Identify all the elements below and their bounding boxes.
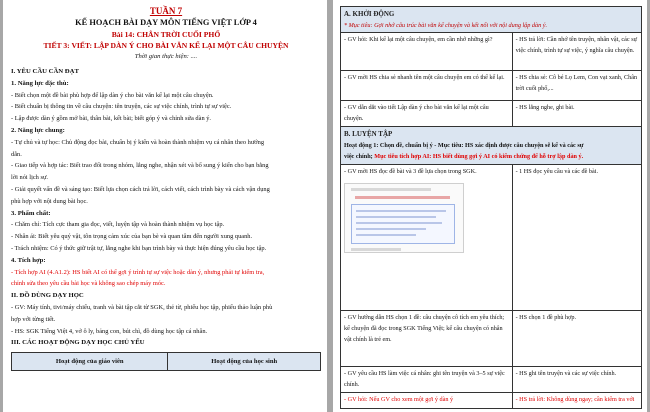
activity-objective-line: việc chính;	[344, 153, 375, 161]
subsection-heading: 2. Năng lực chung:	[11, 126, 65, 134]
table-row	[341, 101, 642, 127]
text-line: - Tự chủ và tự học: Chủ động đọc bài, chuẩn bị ý kiến và hoàn thành nhiệm vụ cá nhân theo hướng	[11, 138, 265, 146]
section-objective: * Mục tiêu: Gợi nhớ câu trúc bài văn kể chuyện và kết nối với nội dung lập dàn ý.	[344, 22, 548, 29]
student-cell: - HS ghi tên truyện và các sự việc chính.	[512, 366, 641, 392]
section-heading: I. YÊU CẦU CẦN ĐẠT	[11, 68, 79, 75]
text-line: hợp với từng tiết.	[11, 315, 56, 323]
student-cell: - HS chọn 1 đề phù hợp.	[512, 310, 641, 366]
activity-objective	[344, 151, 638, 162]
teacher-cell: - GV mời HS chia sẻ nhanh tên một câu chuyện em có thể kể lại.	[341, 71, 513, 101]
image-line	[356, 234, 416, 236]
teacher-cell: - GV dẫn dắt vào tiết Lập dàn ý cho bài văn kể lại một câu chuyện.	[341, 101, 513, 127]
text-line: phù hợp với nội dung bài học.	[11, 197, 88, 205]
table-row	[341, 71, 642, 101]
textbook-image	[344, 183, 464, 253]
table-row	[341, 164, 642, 310]
section-title: A. KHỞI ĐỘNG	[344, 10, 395, 18]
period-title: TIẾT 3: VIẾT: LẬP DÀN Ý CHO BÀI VĂN KỂ LẠI MỘT CÂU CHUYỆN	[43, 41, 289, 50]
text-line: lời nói lịch sự.	[11, 174, 49, 182]
text-line: - Giải quyết vấn đề và sáng tạo: Biết lựa chọn cách trả lời, cách viết, cách trình bày và cách vận dụng	[11, 185, 270, 193]
subsection-heading: 3. Phẩm chất:	[11, 209, 51, 217]
table-row	[341, 392, 642, 408]
ai-objective: Mục tiêu tích hợp AI: HS biết dùng gợi ý AI có kiểm chứng để hỗ trợ lập dàn ý.	[374, 153, 584, 161]
activities-table-header	[11, 352, 321, 371]
teacher-cell-text: - GV mời HS đọc đề bài và 3 đề lựa chọn trong SGK.	[344, 167, 477, 175]
section-title: B. LUYỆN TẬP	[344, 130, 393, 139]
activity-objective-line: Hoạt động 1: Chọn đề, chuẩn bị ý - Mục tiêu: HS xác định được câu chuyện sẽ kể và các sự	[344, 142, 584, 150]
week-heading: TUẦN 7	[149, 6, 183, 16]
image-line	[356, 228, 426, 230]
text-line: - Giao tiếp và hợp tác: Biết trao đổi trong nhóm, lắng nghe, nhận xét và bổ sung ý kiến cho bạn bằng	[11, 162, 269, 170]
document-page-right	[333, 0, 647, 412]
lesson-title: Bài 14: CHÂN TRỜI CUỐI PHỐ	[111, 30, 221, 39]
table-row	[341, 366, 642, 392]
image-line	[356, 222, 442, 224]
subsection-heading: 1. Năng lực đặc thù:	[11, 79, 69, 87]
table-row	[341, 33, 642, 71]
ai-integration-line: chỉnh sửa theo yêu cầu bài học và không sao chép máy móc.	[11, 280, 166, 288]
section-row-practice	[341, 127, 642, 164]
image-line	[356, 210, 446, 212]
time-line: Thời gian thực hiện: ....	[134, 53, 198, 60]
teacher-column-header: Hoạt động của giáo viên	[12, 353, 168, 371]
teacher-cell: - GV hỏi: Nếu GV cho xem một gợi ý dàn ý	[341, 392, 513, 408]
text-line: - Nhân ái: Biết yêu quý vật, tôn trọng cảm xúc của bạn bè và quan tâm đến người xung quanh.	[11, 233, 253, 241]
activity-objective	[344, 140, 638, 151]
text-line: dẫn.	[11, 150, 22, 158]
subsection-heading: 4. Tích hợp:	[11, 256, 46, 264]
student-cell: - 1 HS đọc yêu cầu và các đề bài.	[512, 164, 641, 310]
document-page-left	[3, 0, 327, 412]
ai-integration-line: - Tích hợp AI (4.A1.2): HS biết AI có thể gợi ý trình tự sự việc hoặc dàn ý, nhưng phải tự kiểm tra,	[11, 268, 265, 276]
table-row	[341, 310, 642, 366]
image-line	[351, 188, 431, 191]
student-cell: - HS trả lời: Cần nhớ tên truyện, nhân vật, các sự việc chính, trình tự sự việc, ý nghĩa câu chuyện.	[512, 33, 641, 71]
text-line: - HS: SGK Tiếng Việt 4, vở ô ly, bảng con, bút chì, đồ dùng học tập cá nhân.	[11, 327, 208, 335]
teacher-cell: - GV hướng dẫn HS chọn 1 đề: câu chuyện cô tích em yêu thích; kể chuyện đã đọc trong SGK Tiếng Việt; kể câu chuyện có nhân vật chính là trẻ em.	[341, 310, 513, 366]
image-line	[356, 216, 436, 218]
section-heading: II. ĐỒ DÙNG DẠY HỌC	[11, 292, 84, 300]
section-row-warmup	[341, 7, 642, 33]
text-line: - Biết chuẩn bị thông tin về câu chuyện: tên truyện, các sự việc chính, trình tự sự việc.	[11, 103, 232, 111]
teacher-cell: - GV yêu cầu HS làm việc cá nhân: ghi tên truyện và 3–5 sự việc chính.	[341, 366, 513, 392]
plan-title: KẾ HOẠCH BÀI DẠY MÔN TIẾNG VIỆT LỚP 4	[75, 18, 257, 27]
text-line: - Trách nhiệm: Có ý thức giữ trật tự, lắng nghe khi bạn trình bày và thực hiện đúng yêu cầu học tập.	[11, 244, 267, 252]
image-heading-line	[355, 196, 450, 199]
text-line: - Biết chọn một đề bài phù hợp để lập dàn ý cho bài văn kể lại một câu chuyện.	[11, 91, 214, 99]
text-line: - Chăm chỉ: Tích cực tham gia đọc, viết, luyện tập và hoàn thành nhiệm vụ học tập.	[11, 221, 225, 229]
teacher-cell: - GV hỏi: Khi kể lại một câu chuyện, em cần nhớ những gì?	[341, 33, 513, 71]
text-line: - Lập được dàn ý gồm mở bài, thân bài, kết bài; biết góp ý và chỉnh sửa dàn ý.	[11, 115, 212, 123]
image-line	[351, 248, 401, 251]
image-box	[351, 204, 455, 244]
section-heading: III. CÁC HOẠT ĐỘNG DẠY HỌC CHỦ YẾU	[11, 339, 145, 347]
student-column-header: Hoạt động của học sinh	[168, 353, 321, 371]
student-cell: - HS lắng nghe, ghi bài.	[512, 101, 641, 127]
activities-table	[340, 6, 642, 409]
student-cell: - HS chia sẻ: Cô bé Lọ Lem, Con vạt xanh, Chân trời cuối phố,...	[512, 71, 641, 101]
student-cell: - HS trả lời: Không dùng ngay; cần kiểm tra với	[512, 392, 641, 408]
text-line: - GV: Máy tính, tivi/máy chiếu, tranh và bài tập cắt từ SGK, thẻ từ, phiếu học tập, phiếu thảo luận phù	[11, 303, 273, 311]
